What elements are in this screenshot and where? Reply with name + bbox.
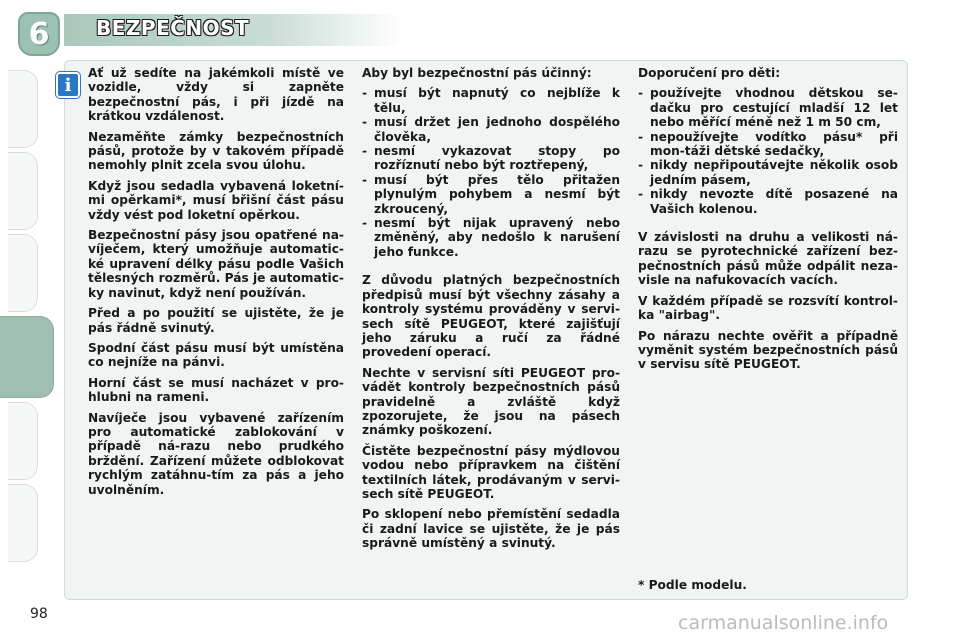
paragraph: Po nárazu nechte ověřit a případně vyměnit systém bezpečnostních pásů v servisu sítě PEUGEOT. xyxy=(638,328,898,372)
paragraph: Ať už sedíte na jakémkoli místě ve vozidle, vždy si zapněte bezpečnostní pás, i při jízdě na krátkou vzdálenost. xyxy=(88,66,344,124)
footnote: * Podle modelu. xyxy=(638,578,747,592)
paragraph: Po sklopení nebo přemístění sedadla či zadní lavice se ujistěte, že je pás správně umístěný a svinutý. xyxy=(362,507,620,551)
paragraph: Z důvodu platných bezpečnostních předpisů musí být všechny zásahy a kontroly systému prováděny v servi-sech sítě PEUGEOT, které zajišťují jeho záruku a ručí za řádné provedení operací. xyxy=(362,273,620,360)
chapter-tab-active[interactable] xyxy=(0,316,54,398)
paragraph: Před a po použití se ujistěte, že je pás řádně svinutý. xyxy=(88,306,344,335)
list-item: - nesmí vykazovat stopy po rozříznutí nebo být roztřepený, xyxy=(362,144,620,173)
list-item: - musí být přes tělo přitažen plynulým pohybem a nesmí být zkroucený, xyxy=(362,173,620,216)
page-title: BEZPEČNOST xyxy=(96,16,250,40)
page-number: 98 xyxy=(30,606,48,622)
requirement-list xyxy=(362,86,620,259)
column-3 xyxy=(638,66,898,378)
paragraph: V závislosti na druhu a velikosti ná-razu se pyrotechnické zařízení bez-pečnostních pásů může odpálit neza-visle na nafukovacích vacích. xyxy=(638,230,898,288)
chapter-tab[interactable] xyxy=(8,70,38,148)
intro-text: Aby byl bezpečnostní pás účinný: xyxy=(362,66,592,80)
paragraph: Čistěte bezpečnostní pásy mýdlovou vodou nebo přípravkem na čištění textilních látek, prodávaným v servi-sech sítě PEUGEOT. xyxy=(362,443,620,501)
chapter-tab[interactable] xyxy=(8,234,38,312)
paragraph: Horní část se musí nacházet v pro-hlubni na rameni. xyxy=(88,375,344,405)
list-item: - nikdy nepřipoutávejte několik osob jedním pásem, xyxy=(638,158,898,187)
paragraph: Nezaměňte zámky bezpečnostních pásů, protože by v takovém případě nemohly plnit zcela svou úlohu. xyxy=(88,129,344,173)
paragraph: Nechte v servisní síti PEUGEOT pro-vádět kontroly bezpečnostních pásů pravidelně a zvláště když zpozorujete, že jsou na pásech známky poškození. xyxy=(362,365,620,438)
paragraph: Navíječe jsou vybavené zařízením pro automatické zablokování v případě ná-razu nebo prudkého brždění. Zařízení můžete odblokovat rychlým zatáhnu-tím za pás a jeho uvolněním. xyxy=(88,410,344,497)
chapter-number: 6 xyxy=(28,16,50,52)
section-heading: Doporučení pro děti: xyxy=(638,66,781,80)
chapter-tab[interactable] xyxy=(8,402,38,480)
list-item: - musí držet jen jednoho dospělého člověka, xyxy=(362,115,620,144)
chapter-badge xyxy=(18,12,60,56)
list-item: - musí být napnutý co nejblíže k tělu, xyxy=(362,86,620,115)
list-item: - používejte vhodnou dětskou se-dačku pro cestující mladší 12 let nebo měřící méně než 1 m 50 cm, xyxy=(638,86,898,129)
watermark: carmanualsonline.info xyxy=(678,612,889,634)
info-icon: i xyxy=(56,72,80,98)
list-item: - nesmí být nijak upravený nebo změněný, aby nedošlo k narušení jeho funkce. xyxy=(362,216,620,259)
chapter-tab-strip xyxy=(0,0,62,640)
paragraph: V každém případě se rozsvítí kontrol-ka "airbag". xyxy=(638,293,898,323)
list-item: - nepoužívejte vodítko pásu* při mon-táži dětské sedačky, xyxy=(638,130,898,159)
paragraph: Když jsou sedadla vybavená loketní-mi opěrkami*, musí břišní část pásu vždy vést pod loketní opěrkou. xyxy=(88,178,344,222)
child-recommendation-list xyxy=(638,86,898,216)
list-item: - nikdy nevozte dítě posazené na Vašich kolenou. xyxy=(638,187,898,216)
paragraph: Bezpečnostní pásy jsou opatřené na-víječem, který umožňuje automatic-ké upravení délky pásu podle Vašich tělesných rozměrů. Pás je automatic-ky navinut, když není používán. xyxy=(88,228,344,300)
chapter-tab[interactable] xyxy=(8,152,38,230)
column-2 xyxy=(362,66,620,557)
paragraph: Spodní část pásu musí být umístěna co nejníže na pánvi. xyxy=(88,340,344,370)
chapter-tab[interactable] xyxy=(8,484,38,562)
column-1 xyxy=(88,66,344,503)
